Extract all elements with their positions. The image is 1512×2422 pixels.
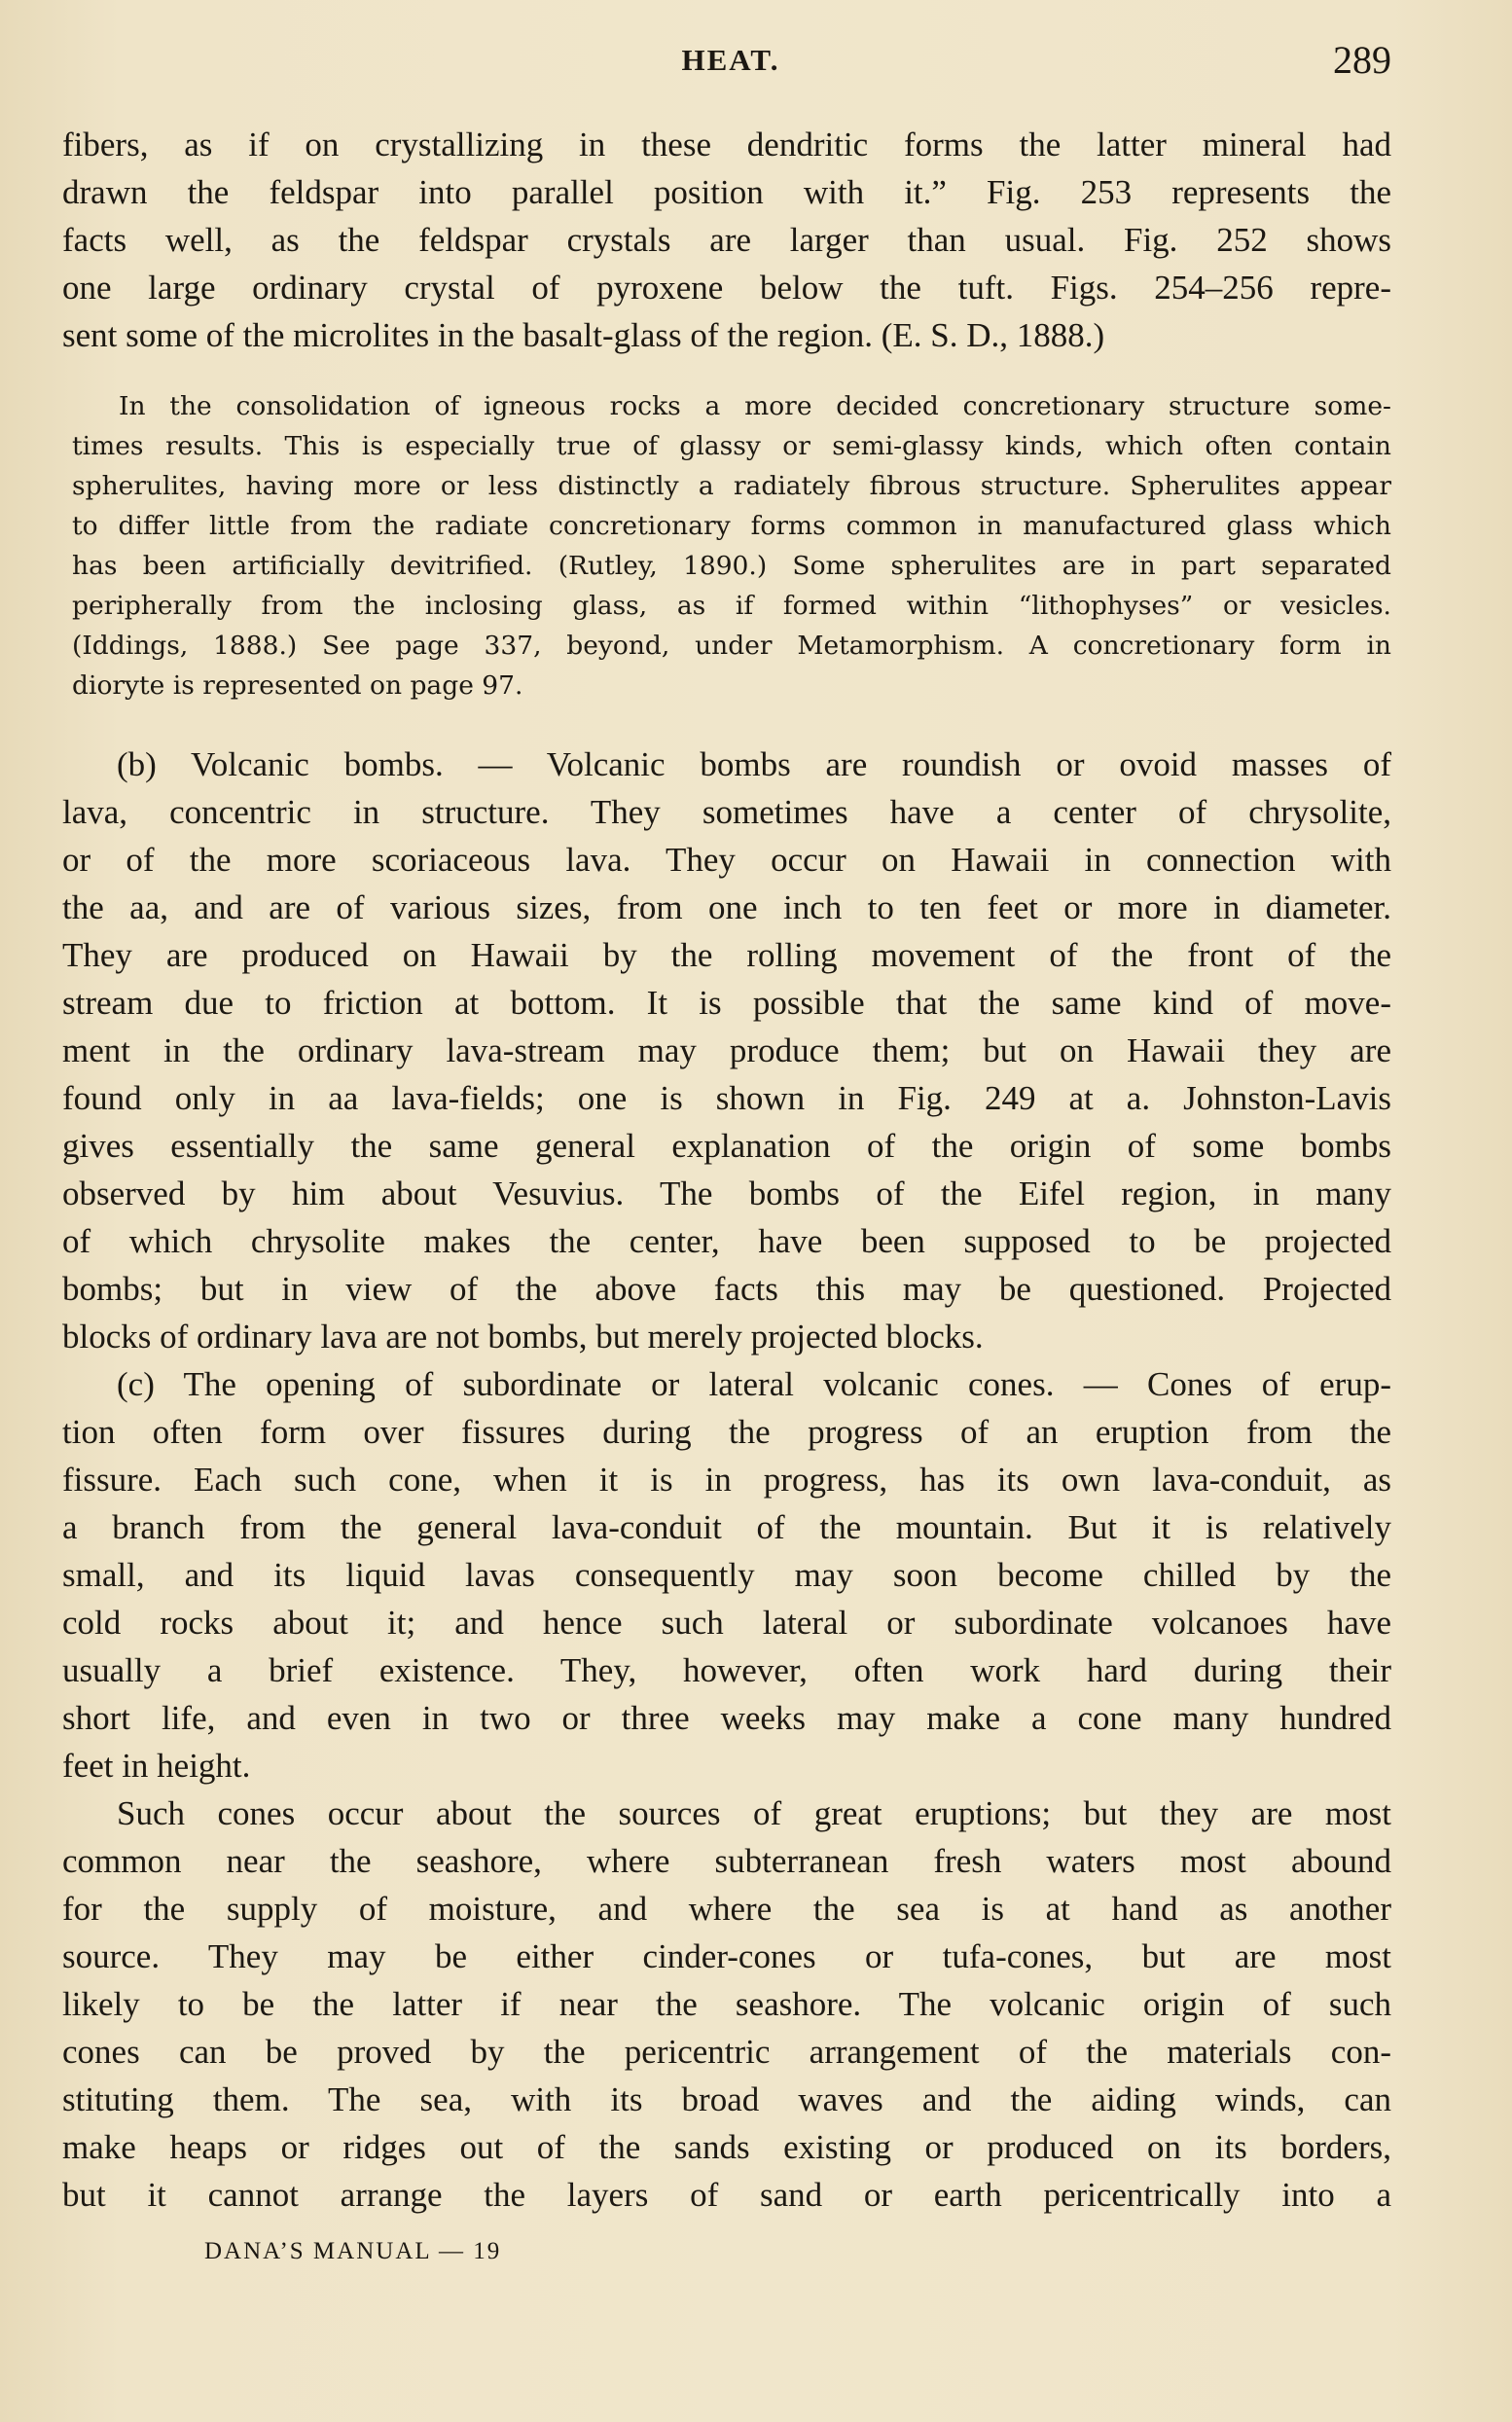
- page-body: [62, 121, 1391, 2219]
- text-line: found only in aa lava-fields; one is shown in Fig. 249 at a. Johnston-Lavis: [62, 1079, 1391, 1117]
- note-line: peripherally from the inclosing glass, as if formed within “lithophyses” or vesicles.: [72, 591, 1391, 621]
- paragraph-lateral-cones: [62, 1360, 1391, 1789]
- text-line: but it cannot arrange the layers of sand or earth pericentrically into a: [62, 2176, 1391, 2214]
- text-line: the aa, and are of various sizes, from one inch to ten feet or more in diameter.: [62, 888, 1391, 926]
- text-line: blocks of ordinary lava are not bombs, but merely projected blocks.: [62, 1318, 984, 1356]
- text-line: (b) Volcanic bombs. — Volcanic bombs are roundish or ovoid masses of: [117, 745, 1391, 783]
- text-line: (c) The opening of subordinate or lateral volcanic cones. — Cones of erup-: [117, 1365, 1391, 1403]
- paragraph-cone-occurrence: [62, 1789, 1391, 2219]
- text-line: likely to be the latter if near the seashore. The volcanic origin of such: [62, 1985, 1391, 2023]
- text-line: usually a brief existence. They, however, often work hard during their: [62, 1651, 1391, 1689]
- note-line: has been artificially devitrified. (Rutley, 1890.) Some spherulites are in part separated: [72, 551, 1391, 581]
- text-line: fibers, as if on crystallizing in these dendritic forms the latter mineral had: [62, 126, 1391, 163]
- note-line: dioryte is represented on page 97.: [72, 670, 523, 701]
- text-line: drawn the feldspar into parallel position with it.” Fig. 253 represents the: [62, 173, 1391, 211]
- text-line: sent some of the microlites in the basalt-glass of the region. (E. S. D., 1888.): [62, 316, 1105, 354]
- text-line: observed by him about Vesuvius. The bombs of the Eifel region, in many: [62, 1175, 1391, 1212]
- note-line: to differ little from the radiate concretionary forms common in manufactured glass which: [72, 511, 1391, 541]
- text-line: feet in height.: [62, 1747, 251, 1785]
- text-line: of which chrysolite makes the center, have been supposed to be projected: [62, 1222, 1391, 1260]
- page-number: 289: [1333, 38, 1391, 82]
- text-line: for the supply of moisture, and where the sea is at hand as another: [62, 1890, 1391, 1928]
- note-line: In the consolidation of igneous rocks a more decided concretionary structure some-: [119, 391, 1391, 421]
- text-line: stituting them. The sea, with its broad waves and the aiding winds, can: [62, 2080, 1391, 2118]
- text-line: tion often form over fissures during the progress of an eruption from the: [62, 1413, 1391, 1451]
- text-line: lava, concentric in structure. They sometimes have a center of chrysolite,: [62, 793, 1391, 831]
- text-line: stream due to friction at bottom. It is possible that the same kind of move-: [62, 984, 1391, 1022]
- text-line: cold rocks about it; and hence such lateral or subordinate volcanoes have: [62, 1604, 1391, 1642]
- text-line: make heaps or ridges out of the sands existing or produced on its borders,: [62, 2128, 1391, 2166]
- signature-mark: DANA’S MANUAL — 19: [204, 2238, 502, 2264]
- text-line: Such cones occur about the sources of great eruptions; but they are most: [117, 1794, 1391, 1832]
- note-line: spherulites, having more or less distinctly a radiately fibrous structure. Spherulites appear: [72, 471, 1391, 501]
- note-line: times results. This is especially true of glassy or semi-glassy kinds, which often contain: [72, 431, 1391, 461]
- text-line: short life, and even in two or three weeks may make a cone many hundred: [62, 1699, 1391, 1737]
- text-line: gives essentially the same general explanation of the origin of some bombs: [62, 1127, 1391, 1165]
- text-line: facts well, as the feldspar crystals are larger than usual. Fig. 252 shows: [62, 221, 1391, 259]
- text-line: bombs; but in view of the above facts this may be questioned. Projected: [62, 1270, 1391, 1308]
- text-line: cones can be proved by the pericentric arrangement of the materials con-: [62, 2033, 1391, 2071]
- text-line: fissure. Each such cone, when it is in progress, has its own lava-conduit, as: [62, 1461, 1391, 1499]
- small-print-note: [62, 386, 1391, 705]
- running-header: [70, 37, 1391, 86]
- text-line: They are produced on Hawaii by the rolling movement of the front of the: [62, 936, 1391, 974]
- text-line: or of the more scoriaceous lava. They occur on Hawaii in connection with: [62, 841, 1391, 879]
- running-title: HEAT.: [681, 43, 780, 77]
- note-line: (Iddings, 1888.) See page 337, beyond, under Metamorphism. A concretionary form in: [72, 631, 1391, 661]
- paragraph-continuation: [62, 121, 1391, 359]
- text-line: one large ordinary crystal of pyroxene below the tuft. Figs. 254–256 repre-: [62, 269, 1391, 307]
- text-line: small, and its liquid lavas consequently may soon become chilled by the: [62, 1556, 1391, 1594]
- text-line: ment in the ordinary lava-stream may produce them; but on Hawaii they are: [62, 1031, 1391, 1069]
- text-line: a branch from the general lava-conduit of the mountain. But it is relatively: [62, 1508, 1391, 1546]
- text-line: source. They may be either cinder-cones or tufa-cones, but are most: [62, 1937, 1391, 1975]
- paragraph-volcanic-bombs: [62, 741, 1391, 1360]
- text-line: common near the seashore, where subterranean fresh waters most abound: [62, 1842, 1391, 1880]
